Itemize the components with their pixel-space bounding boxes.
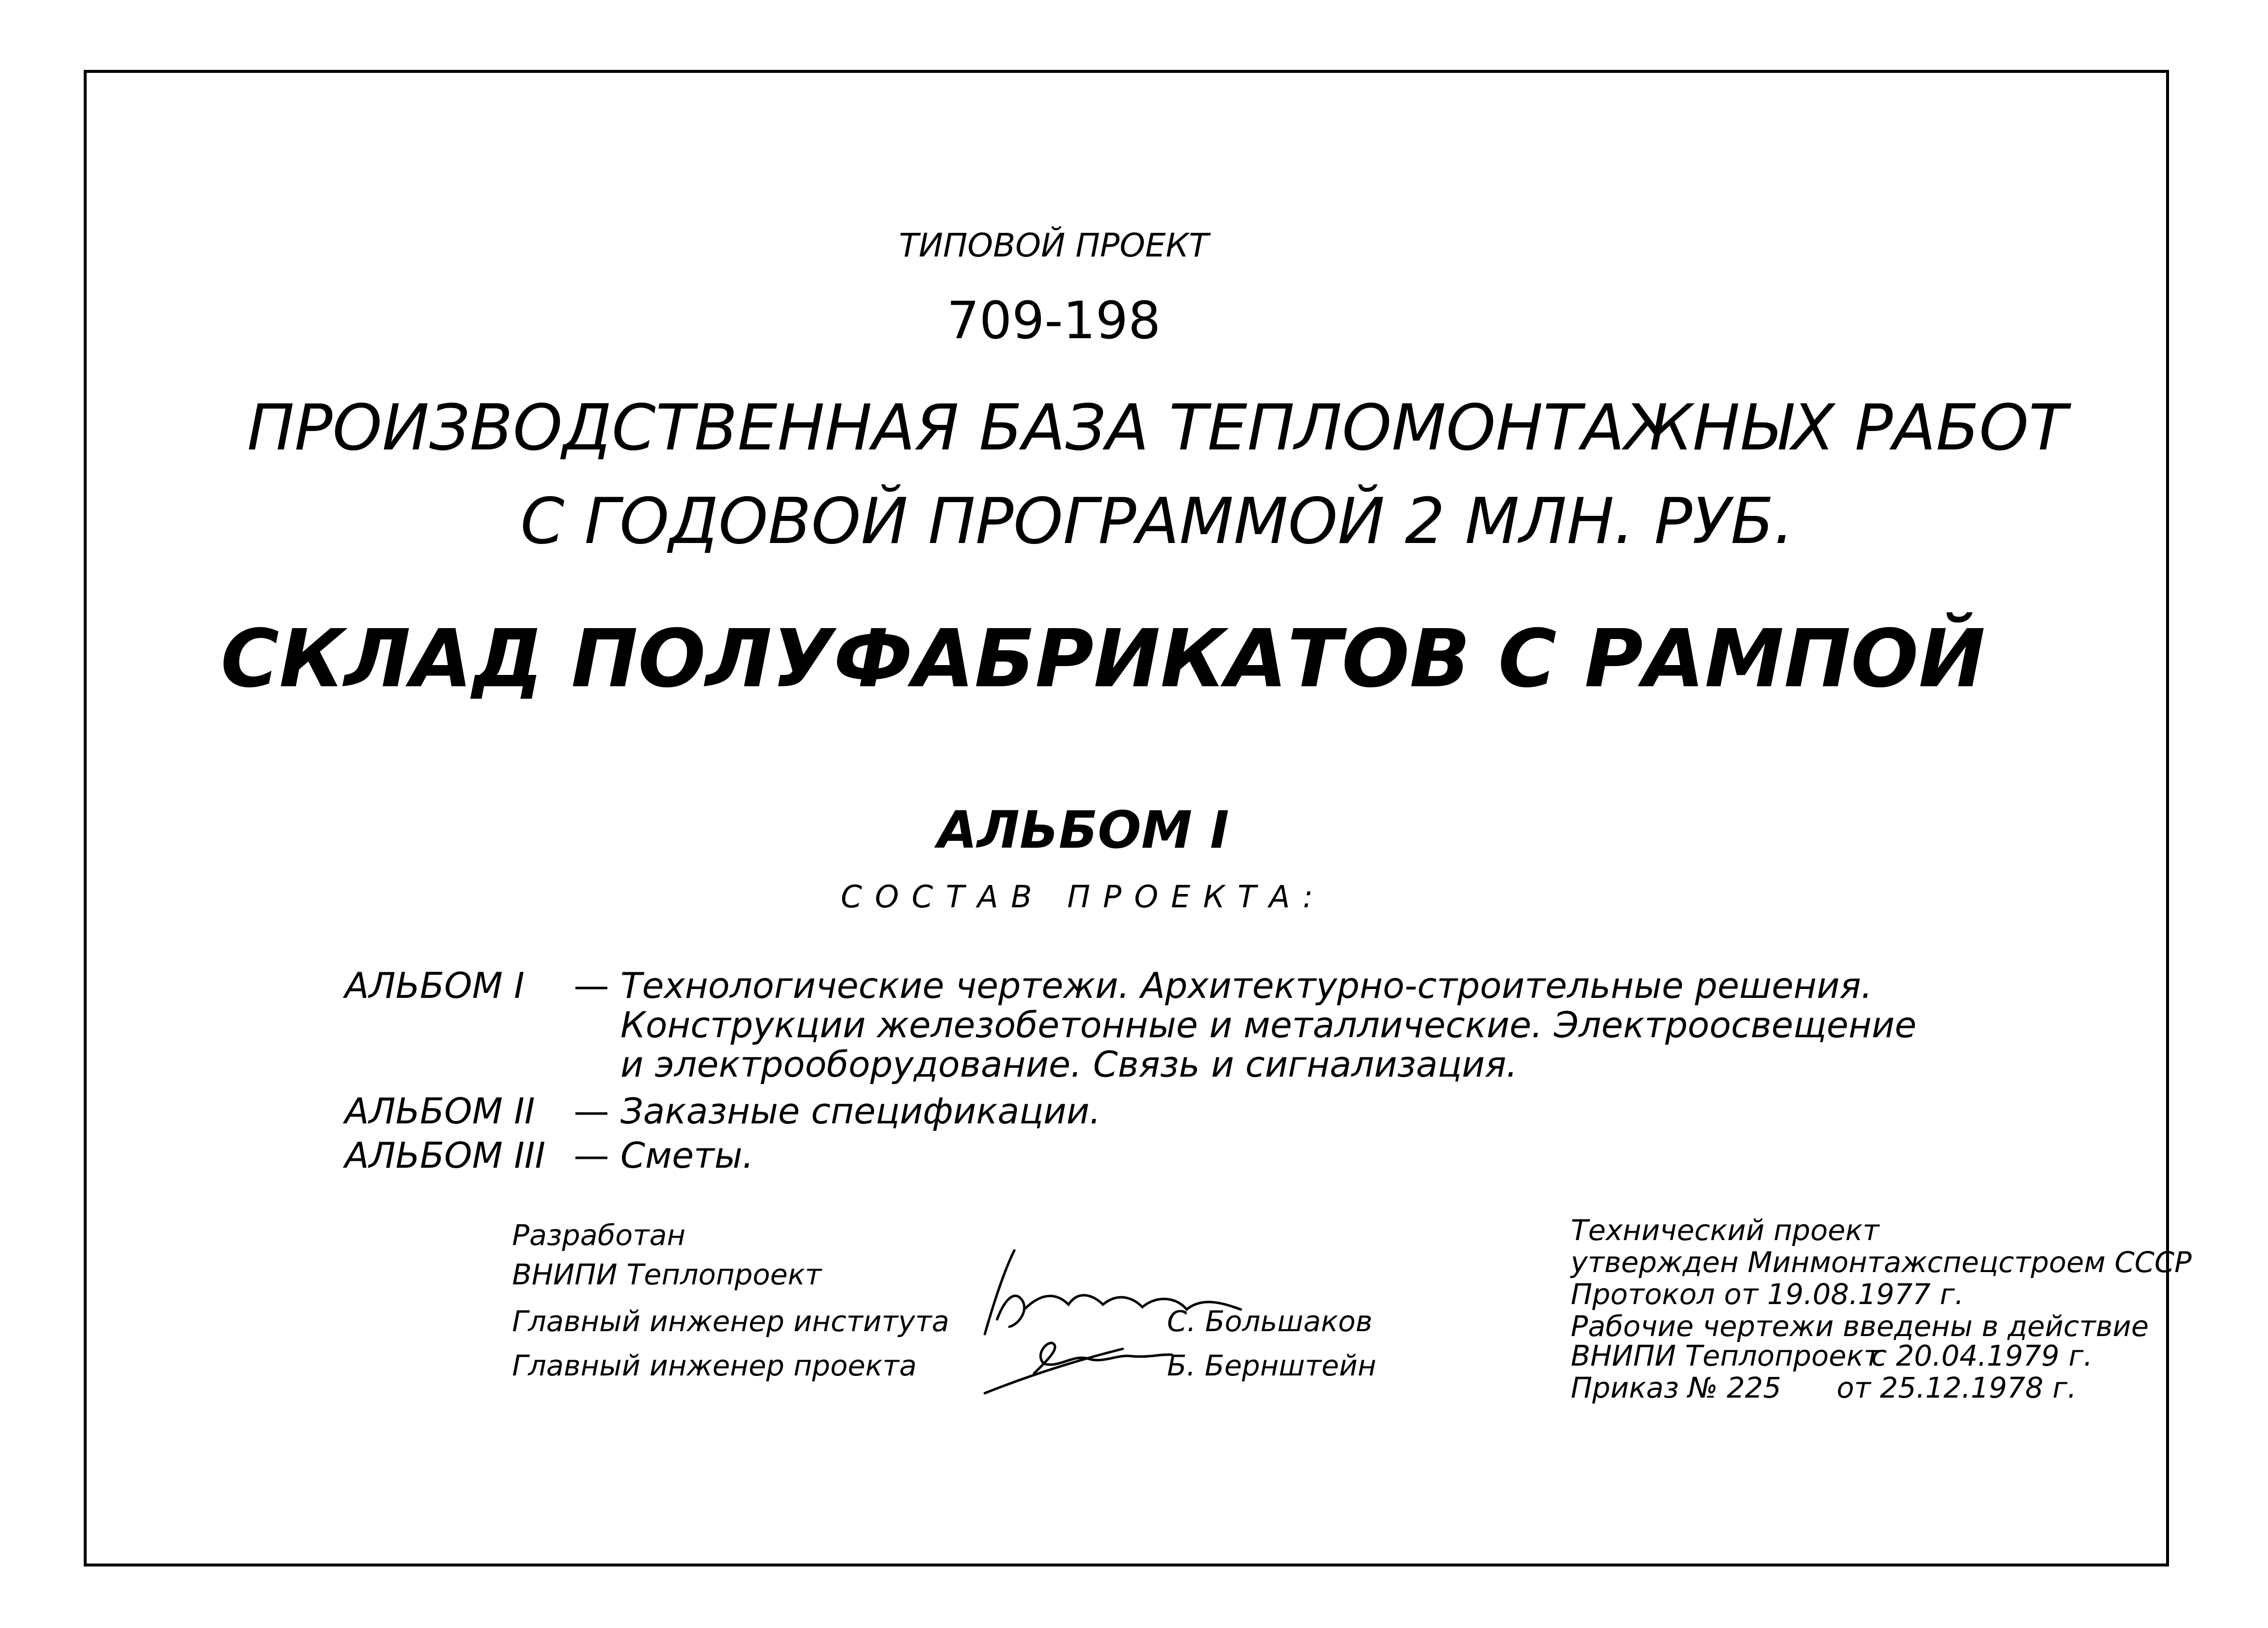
album-2-line-1: Заказные спецификации. — [620, 1090, 1101, 1132]
approval-order-date: от 25.12.1978 г. — [1837, 1371, 2077, 1405]
developer-label: Разработан — [512, 1218, 686, 1252]
approval-line-2: утвержден Минмонтажспецстроем СССР — [1571, 1245, 2192, 1279]
approval-order-number: Приказ № 225 — [1571, 1371, 1782, 1405]
title-line-3: СКЛАД ПОЛУФАБРИКАТОВ С РАМПОЙ — [221, 613, 1985, 705]
approval-line-4: Рабочие чертежи введены в действие — [1571, 1309, 2149, 1343]
chief-engineer-institute-name: С. Большаков — [1167, 1305, 1373, 1338]
title-line-1: ПРОИЗВОДСТВЕННАЯ БАЗА ТЕПЛОМОНТАЖНЫХ РАБОТ — [247, 391, 2068, 465]
album-1-dash: — — [574, 965, 609, 1006]
album-1-line-1: Технологические чертежи. Архитектурно-строительные решения. — [620, 965, 1873, 1006]
chief-engineer-project-name: Б. Бернштейн — [1167, 1349, 1377, 1382]
approval-line-5-date: с 20.04.1979 г. — [1871, 1339, 2093, 1373]
approval-line-1: Технический проект — [1571, 1213, 1879, 1247]
album-1-line-2: Конструкции железобетонные и металлические. Электроосвещение — [620, 1004, 1917, 1046]
album-3-name: АЛЬБОМ III — [345, 1135, 546, 1176]
approval-line-5-org: ВНИПИ Теплопроект — [1571, 1339, 1880, 1373]
project-number: 709-198 — [946, 290, 1161, 351]
composition-label: СОСТАВ ПРОЕКТА: — [841, 879, 1326, 915]
chief-engineer-institute-role: Главный инженер института — [512, 1305, 949, 1338]
signature-project-engineer — [975, 1329, 1182, 1403]
developer-org: ВНИПИ Теплопроект — [512, 1258, 822, 1291]
album-3-line-1: Сметы. — [620, 1135, 754, 1176]
album-2-dash: — — [574, 1090, 609, 1132]
album-heading: АЛЬБОМ I — [937, 800, 1230, 860]
project-type-label: ТИПОВОЙ ПРОЕКТ — [899, 226, 1209, 264]
album-1-name: АЛЬБОМ I — [345, 965, 525, 1006]
title-line-2: С ГОДОВОЙ ПРОГРАММОЙ 2 МЛН. РУБ. — [520, 485, 1794, 558]
album-3-dash: — — [574, 1135, 609, 1176]
approval-line-3: Протокол от 19.08.1977 г. — [1571, 1277, 1964, 1311]
album-1-line-3: и электрооборудование. Связь и сигнализация. — [620, 1044, 1518, 1085]
chief-engineer-project-role: Главный инженер проекта — [512, 1349, 917, 1382]
album-2-name: АЛЬБОМ II — [345, 1090, 535, 1132]
